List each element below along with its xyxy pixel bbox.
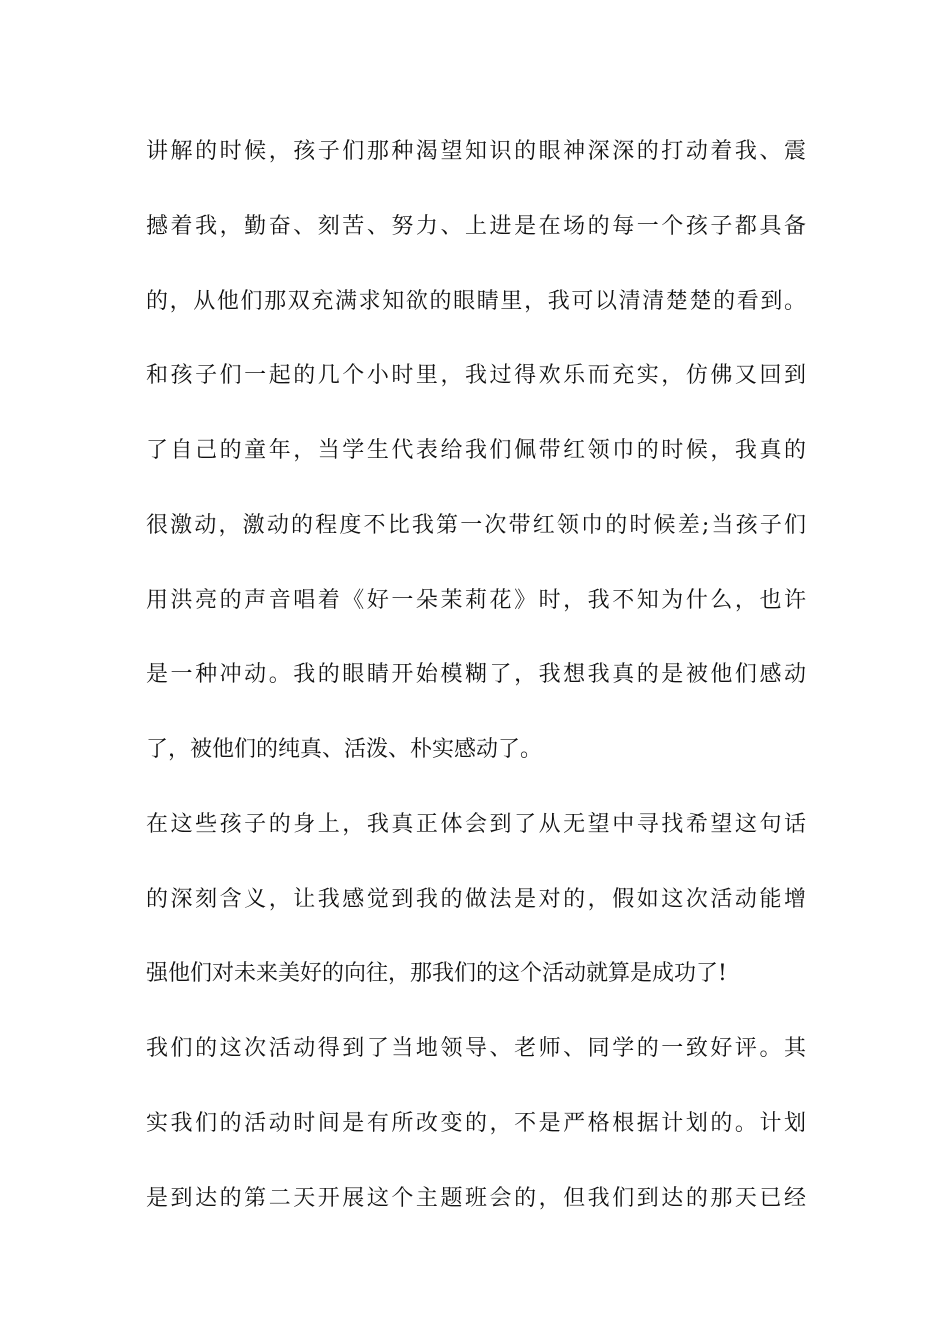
text-line: 强他们对未来美好的向往，那我们的这个活动就算是成功了! bbox=[146, 961, 727, 986]
text-line: 的，从他们那双充满求知欲的眼睛里，我可以清清楚楚的看到。 bbox=[146, 289, 806, 314]
text-line: 讲解的时候，孩子们那种渴望知识的眼神深深的打动着我、震 bbox=[146, 139, 806, 164]
text-line: 我们的这次活动得到了当地领导、老师、同学的一致好评。其 bbox=[146, 1036, 806, 1061]
text-line: 撼着我，勤奋、刻苦、努力、上进是在场的每一个孩子都具备 bbox=[146, 214, 806, 239]
text-line: 用洪亮的声音唱着《好一朵茉莉花》时，我不知为什么，也许 bbox=[146, 588, 806, 613]
text-line: 在这些孩子的身上，我真正体会到了从无望中寻找希望这句话 bbox=[146, 812, 806, 837]
text-line: 很激动，激动的程度不比我第一次带红领巾的时候差;当孩子们 bbox=[146, 513, 806, 538]
text-line: 了，被他们的纯真、活泼、朴实感动了。 bbox=[146, 737, 543, 762]
text-line: 实我们的活动时间是有所改变的，不是严格根据计划的。计划 bbox=[146, 1111, 806, 1136]
text-line: 是一种冲动。我的眼睛开始模糊了，我想我真的是被他们感动 bbox=[146, 662, 806, 687]
text-line: 和孩子们一起的几个小时里，我过得欢乐而充实，仿佛又回到 bbox=[146, 363, 806, 388]
text-line: 的深刻含义，让我感觉到我的做法是对的，假如这次活动能增 bbox=[146, 887, 806, 912]
text-line: 了自己的童年，当学生代表给我们佩带红领巾的时候，我真的 bbox=[146, 438, 806, 463]
text-line: 是到达的第二天开展这个主题班会的，但我们到达的那天已经 bbox=[146, 1186, 806, 1211]
